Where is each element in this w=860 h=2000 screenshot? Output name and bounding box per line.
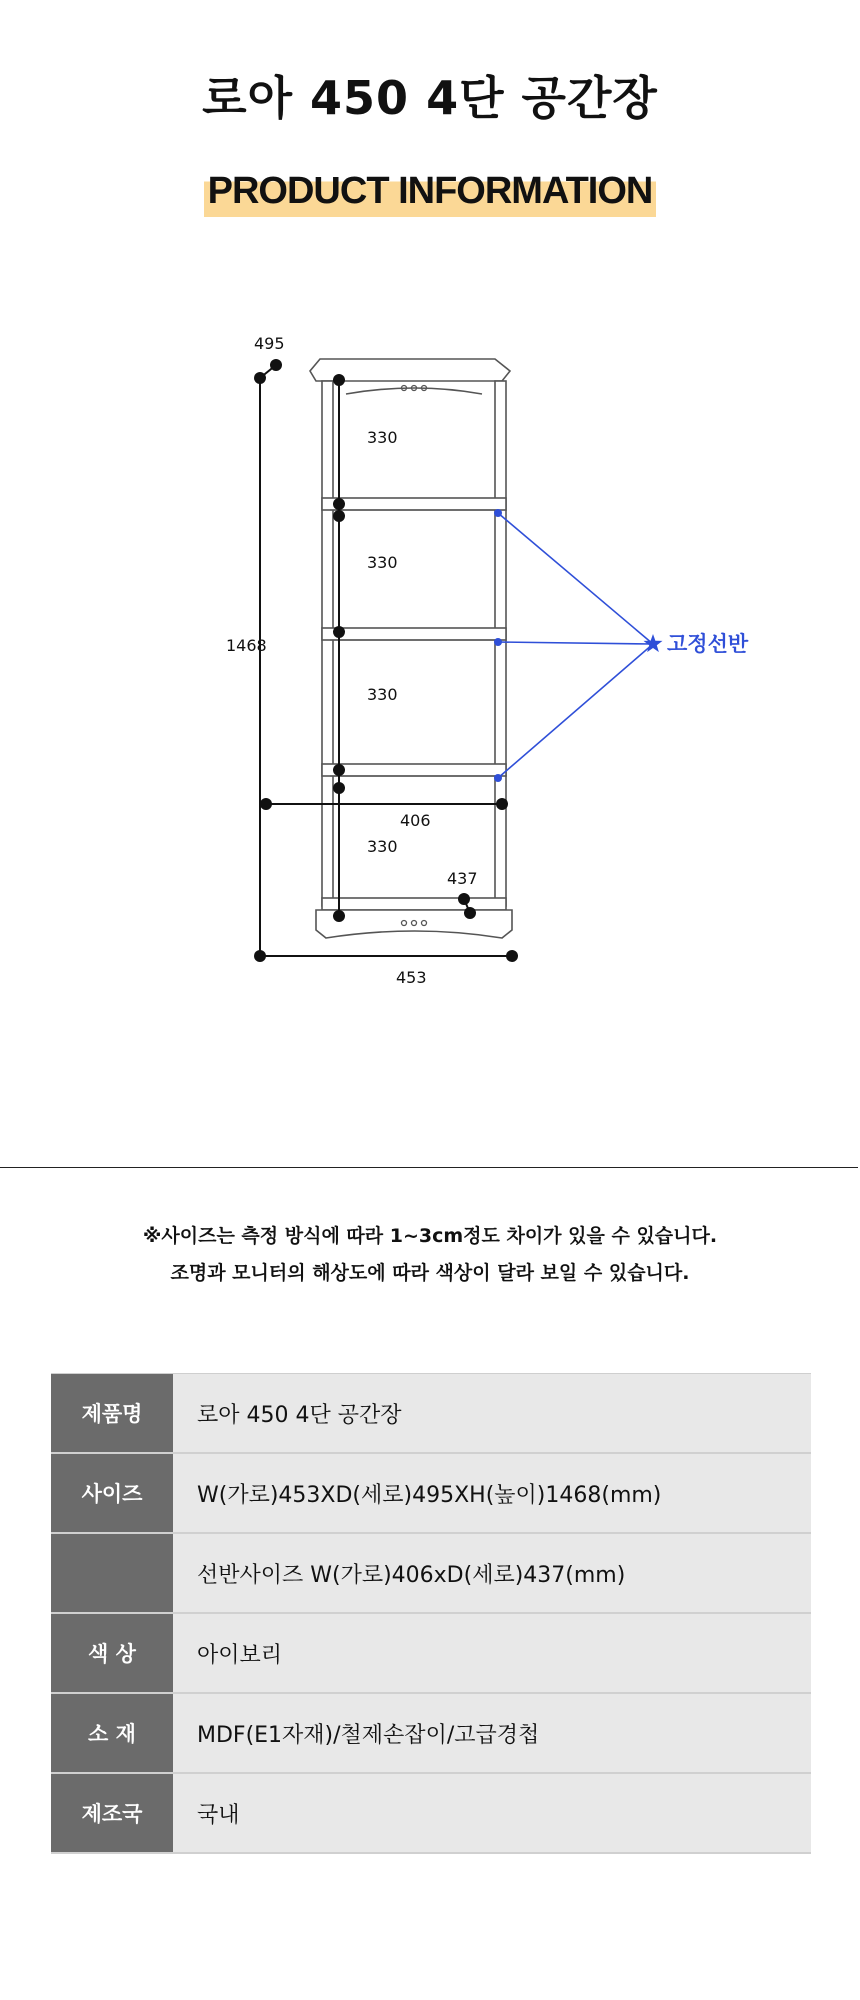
product-information-heading: PRODUCT INFORMATION <box>204 168 657 217</box>
cabinet-bottom-shelf <box>322 898 506 910</box>
dimension-endpoint-dot <box>333 510 345 522</box>
dimension-endpoint-dot <box>270 359 282 371</box>
dimension-endpoint-dot <box>254 950 266 962</box>
dimension-endpoint-dot <box>333 374 345 386</box>
spec-value: MDF(E1자재)/철제손잡이/고급경첩 <box>173 1693 811 1773</box>
dimension-endpoint-dot <box>506 950 518 962</box>
cabinet-base <box>316 910 512 938</box>
spec-row-shelf-size <box>51 1533 811 1613</box>
dimension-endpoint-dot <box>333 910 345 922</box>
spec-label <box>51 1533 173 1613</box>
section-divider <box>0 1167 858 1168</box>
spec-label: 소 재 <box>51 1693 173 1773</box>
fixed-shelf-callout-line <box>498 642 653 644</box>
shelf-depth-label: 437 <box>447 869 478 888</box>
spec-value: 선반사이즈 W(가로)406xD(세로)437(mm) <box>173 1533 811 1613</box>
dimension-endpoint-dot <box>333 782 345 794</box>
shelf-gap-label: 330 <box>367 428 398 447</box>
dimension-endpoint-dot <box>260 798 272 810</box>
height-label: 1468 <box>226 636 267 655</box>
spec-label: 색 상 <box>51 1613 173 1693</box>
dimension-endpoint-dot <box>333 626 345 638</box>
cabinet-shelf <box>322 628 506 640</box>
dimension-endpoint-dot <box>496 798 508 810</box>
spec-value: 국내 <box>173 1773 811 1853</box>
product-spec-table <box>51 1373 811 1854</box>
dimension-endpoint-dot <box>254 372 266 384</box>
fixed-shelf-callout-line <box>498 513 653 644</box>
spec-value: 아이보리 <box>173 1613 811 1693</box>
product-title: 로아 450 4단 공간장 <box>202 71 658 125</box>
size-color-notice <box>0 1218 860 1292</box>
spec-row-material <box>51 1693 811 1773</box>
spec-label: 제품명 <box>51 1374 173 1454</box>
notice-line-color: 조명과 모니터의 해상도에 따라 색상이 달라 보일 수 있습니다. <box>170 1262 690 1284</box>
spec-value: 로아 450 4단 공간장 <box>173 1374 811 1454</box>
fixed-shelf-callout-line <box>498 644 653 778</box>
spec-label: 제조국 <box>51 1773 173 1853</box>
spec-row-product-name <box>51 1374 811 1454</box>
spec-value: W(가로)453XD(세로)495XH(높이)1468(mm) <box>173 1453 811 1533</box>
shelf-gap-label: 330 <box>367 685 398 704</box>
cabinet-shelf <box>322 764 506 776</box>
dimension-endpoint-dot <box>458 893 470 905</box>
dimension-endpoint-dot <box>464 907 476 919</box>
fixed-shelf-marker-dot <box>494 774 502 782</box>
depth-label: 495 <box>254 334 285 353</box>
spec-row-color <box>51 1613 811 1693</box>
spec-row-size <box>51 1453 811 1533</box>
fixed-shelf-marker-dot <box>494 638 502 646</box>
shelf-dimension-drawing <box>226 320 800 987</box>
cabinet-shelf <box>322 498 506 510</box>
spec-label: 사이즈 <box>51 1453 173 1533</box>
shelf-gap-label: 330 <box>367 553 398 572</box>
shelf-gap-label: 330 <box>367 837 398 856</box>
dimension-endpoint-dot <box>333 764 345 776</box>
fixed-shelf-label: 고정선반 <box>667 632 749 656</box>
notice-line-size: ※사이즈는 측정 방식에 따라 1~3cm정도 차이가 있을 수 있습니다. <box>142 1225 718 1247</box>
shelf-width-label: 406 <box>400 811 431 830</box>
spec-row-origin <box>51 1773 811 1853</box>
dimension-endpoint-dot <box>333 498 345 510</box>
fixed-shelf-marker-dot <box>494 509 502 517</box>
width-label: 453 <box>396 968 427 987</box>
cabinet-left-side <box>322 381 333 906</box>
